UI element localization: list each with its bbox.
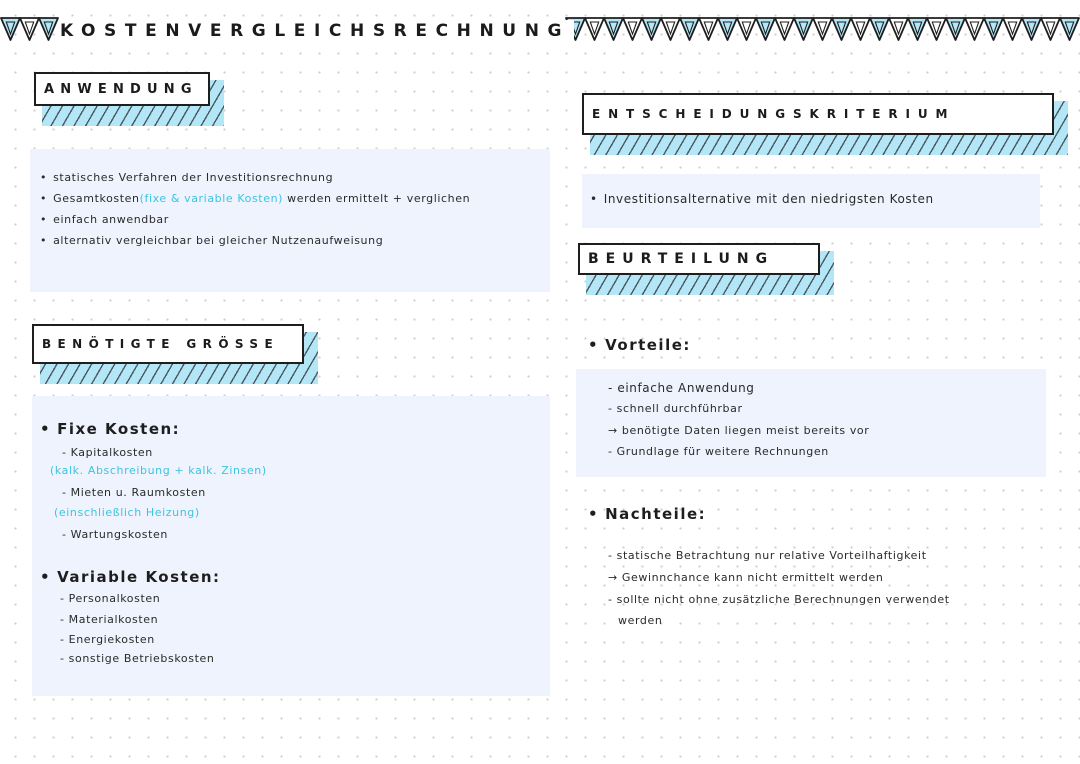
list-item: - statische Betrachtung nur relative Vorteilhaftigkeit [608, 549, 927, 562]
nachteile-heading: • Nachteile: [588, 505, 706, 523]
list-item: • Gesamtkosten(fixe & variable Kosten) werden ermittelt + verglichen [40, 192, 470, 205]
list-item: → Gewinnchance kann nicht ermittelt werden [608, 571, 884, 584]
vorteile-heading: • Vorteile: [588, 336, 691, 354]
list-item: - Mieten u. Raumkosten [62, 486, 206, 499]
list-item-note: (einschließlich Heizung) [54, 506, 200, 519]
list-item: - Personalkosten [60, 592, 161, 605]
list-item: - sollte nicht ohne zusätzliche Berechnungen verwendet [608, 593, 950, 606]
list-item: - einfache Anwendung [608, 381, 755, 395]
list-item: • einfach anwendbar [40, 213, 169, 226]
list-item: werden [618, 614, 663, 627]
fixe-kosten-heading: • Fixe Kosten: [40, 420, 180, 438]
list-item-note: (kalk. Abschreibung + kalk. Zinsen) [50, 464, 267, 477]
groesse-heading-box [32, 324, 304, 364]
kriterium-text: • Investitionsalternative mit den niedrigsten Kosten [590, 192, 934, 206]
list-item: - Wartungskosten [62, 528, 168, 541]
title-row [0, 6, 1080, 56]
list-item: → benötigte Daten liegen meist bereits vor [608, 424, 870, 437]
list-item: - Energiekosten [60, 633, 155, 646]
list-item: - sonstige Betriebskosten [60, 652, 215, 665]
anwendung-heading-box [34, 72, 210, 106]
kriterium-heading-box [582, 93, 1054, 135]
kriterium-panel [582, 174, 1040, 228]
anwendung-panel [30, 149, 550, 292]
anwendung-heading: ANWENDUNG [34, 72, 210, 106]
list-item: - schnell durchführbar [608, 402, 743, 415]
beurteilung-heading: BEURTEILUNG [578, 243, 820, 275]
beurteilung-heading-box [578, 243, 820, 275]
variable-kosten-heading: • Variable Kosten: [40, 568, 221, 586]
groesse-panel [32, 396, 550, 696]
vorteile-panel [576, 369, 1046, 477]
groesse-heading: BENÖTIGTE GRÖSSE [32, 324, 304, 364]
list-item: • statisches Verfahren der Investitionsrechnung [40, 171, 333, 184]
page-title: KOSTENVERGLEICHSRECHNUNG [60, 20, 574, 42]
kriterium-heading: ENTSCHEIDUNGSKRITERIUM [582, 93, 1054, 135]
list-item: - Materialkosten [60, 613, 159, 626]
list-item: - Grundlage für weitere Rechnungen [608, 445, 829, 458]
list-item: - Kapitalkosten [62, 446, 153, 459]
list-item: • alternativ vergleichbar bei gleicher Nutzenaufweisung [40, 234, 383, 247]
